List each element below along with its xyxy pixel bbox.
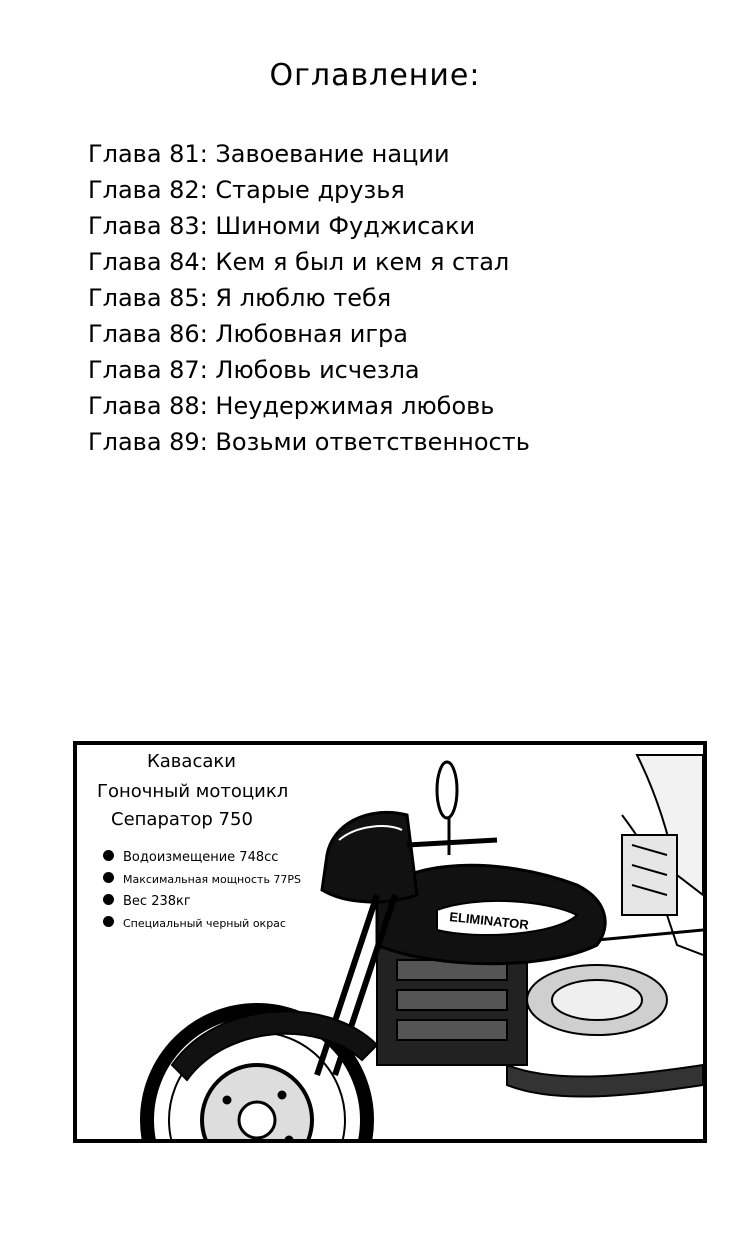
chapter-87: Глава 87: Любовь исчезла — [88, 356, 420, 384]
bullet-icon — [103, 850, 114, 861]
spec-list — [103, 845, 301, 933]
chapter-88: Глава 88: Неудержимая любовь — [88, 392, 495, 420]
engine — [377, 945, 703, 1097]
chapter-81: Глава 81: Завоевание нации — [88, 140, 450, 168]
chapter-86: Глава 86: Любовная игра — [88, 320, 408, 348]
chapter-89: Глава 89: Возьми ответственность — [88, 428, 530, 456]
toc-title: Оглавление: — [269, 58, 481, 93]
bullet-icon — [103, 894, 114, 905]
chapter-83: Глава 83: Шиноми Фуджисаки — [88, 212, 476, 240]
chapter-84: Глава 84: Кем я был и кем я стал — [88, 248, 510, 276]
handlebar — [407, 840, 497, 845]
bullet-icon — [103, 916, 114, 927]
fairing — [322, 812, 417, 902]
rider-legs — [597, 755, 703, 955]
motorcycle-panel — [73, 741, 707, 1143]
caption-type: Гоночный мотоцикл — [97, 781, 289, 802]
caption-brand: Кавасаки — [147, 751, 236, 772]
spec-item: Водоизмещение 748сс — [103, 845, 301, 867]
spec-caption — [77, 745, 317, 945]
caption-model: Сепаратор 750 — [111, 809, 253, 830]
bullet-icon — [103, 872, 114, 883]
chapter-82: Глава 82: Старые друзья — [88, 176, 405, 204]
spec-item: Максимальная мощность 77PS — [103, 867, 301, 889]
tank-logo: ELIMINATOR — [448, 909, 530, 933]
chapter-85: Глава 85: Я люблю тебя — [88, 284, 392, 312]
spec-item: Специальный черный окрас — [103, 911, 301, 933]
chapter-list — [88, 136, 530, 460]
spec-item: Вес 238кг — [103, 889, 301, 911]
